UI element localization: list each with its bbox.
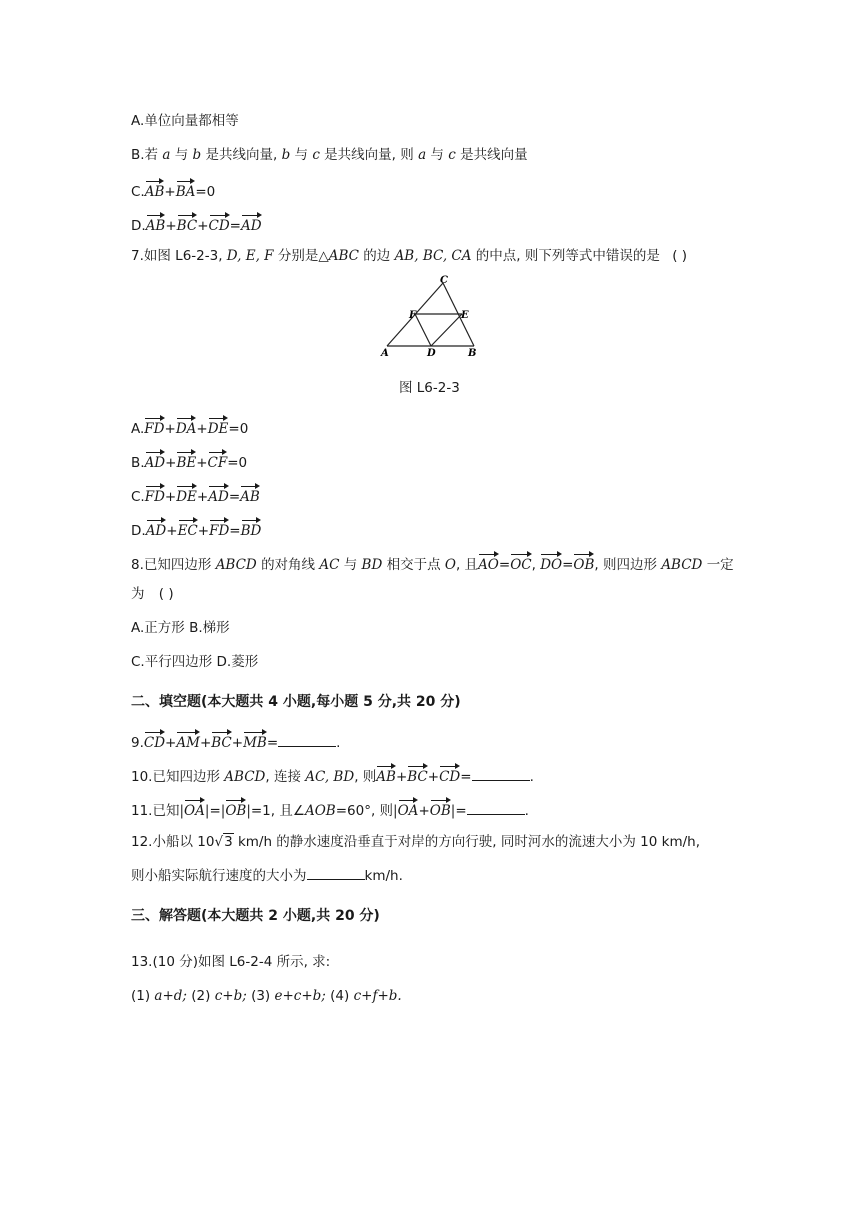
expr: c+b; [214,988,247,1004]
answer-paren: ( ) [158,586,174,602]
text: =0 [227,455,248,471]
q8-options-cd: C.平行四边形 D.菱形 [131,654,259,670]
vector-ad: AD [208,484,229,507]
text: =0 [195,184,216,200]
var-b: b [192,147,202,163]
q10: 10.已知四边形 ABCD, 连接 AC, BD, 则AB+BC+CD= . [131,764,534,787]
part-label: (4) [330,988,350,1004]
text: =1, 且∠ [250,803,305,819]
vector-bc: BC [211,730,232,753]
text: 相交于点 [386,557,441,573]
q13-parts [131,986,402,1006]
q12-line2 [131,866,403,886]
text: 为 [131,586,145,602]
vector-bd: BD [241,518,262,541]
vector-cd: CD [209,213,230,236]
text: = [266,735,279,751]
var-c: c [448,147,456,163]
label-d: D [427,348,436,359]
q7-option-d: D.AD+EC+FD=BD [131,518,261,541]
text: , 则 [354,769,377,785]
abs-bar: | [179,803,185,819]
vector-ab: AB [145,179,165,202]
quad-name: ABCD [224,769,266,785]
vector-do: DO [540,552,562,575]
q6-option-c: C.AB+BA=0 [131,179,215,202]
var-a: a [418,147,427,163]
points: D, E, F [226,248,274,264]
text: 7.如图 L6-2-3, [131,248,223,264]
vector-bc: BC [407,764,428,787]
vector-mb: MB [243,730,267,753]
vector-ob: OB [573,552,594,575]
option-label: C. [131,184,145,200]
vector-fd: FD [144,416,164,439]
abs-bar: | [204,803,210,819]
label-c: C [440,275,448,286]
abs-bar: | [450,803,456,819]
vector-ec: EC [178,518,198,541]
vector-cd: CD [144,730,165,753]
vector-oc: OC [510,552,531,575]
vector-ad: AD [241,213,262,236]
vector-fd: FD [209,518,229,541]
text: km/h. [364,868,403,884]
q9: 9.CD+AM+BC+MB= . [131,730,340,753]
section-heading-solve: 三、解答题(本大题共 2 小题,共 20 分) [131,908,380,924]
answer-blank[interactable] [467,801,525,815]
diag-bd: BD [361,557,383,573]
vector-ab: AB [146,213,166,236]
abs-bar: | [246,803,251,819]
vector-bc: BC [177,213,198,236]
text: , 且 [455,557,479,573]
vector-am: AM [176,730,200,753]
text: . [336,735,341,751]
text: = [498,557,511,573]
answer-blank[interactable] [472,767,530,781]
expr: a+d; [154,988,187,1004]
q8-options-ab: A.正方形 B.梯形 [131,620,230,636]
option-label: B.若 [131,147,159,163]
edge-de [431,314,462,346]
text: 分别是△ [277,248,329,264]
text: 是共线向量, [205,147,278,163]
edge-fd [415,314,431,346]
q8-stem-line1 [131,552,734,575]
text: , 则四边形 [594,557,658,573]
expr: c+f+b. [353,988,402,1004]
text: 的对角线 [261,557,316,573]
triangle-figure [378,275,484,359]
vector-ad: AD [145,450,166,473]
text: 则 [400,147,414,163]
quad-name: ABCD [215,557,257,573]
label-a: A [381,348,389,359]
text: 与 [174,147,189,163]
text: 则小船实际航行速度的大小为 [131,868,307,884]
answer-blank[interactable] [278,733,336,747]
text: . [524,803,529,819]
text: 11.已知 [131,803,180,819]
vector-be: BE [176,450,196,473]
text: 的边 [363,248,391,264]
text: 是共线向量 [460,147,528,163]
text: 12.小船以 10 [131,834,215,850]
text: 10.已知四边形 [131,769,220,785]
text: = [562,557,574,573]
answer-blank[interactable] [307,866,365,880]
quad-name: ABCD [661,557,703,573]
label-f: F [409,310,417,321]
vector-ad: AD [146,518,167,541]
var-c: c [312,147,320,163]
label-b: B [468,348,477,359]
vector-cf: CF [208,450,228,473]
var-a: a [162,147,171,163]
q7-stem [131,246,687,266]
text: 一定 [706,557,734,573]
text: =0 [228,421,249,437]
part-label: (3) [251,988,271,1004]
figure-caption: 图 L6-2-3 [399,380,460,396]
text: 与 [430,147,444,163]
q6-option-b [131,145,528,165]
abs-bar: | [393,803,398,819]
section-heading-fill: 二、填空题(本大题共 4 小题,每小题 5 分,共 20 分) [131,694,461,710]
diag-ac: AC [319,557,340,573]
text: =60°, 则 [335,803,394,819]
q12-line1: 12.小船以 10√3 km/h 的静水速度沿垂直于对岸的方向行驶, 同时河水的流速大小为 10 km/h, [131,834,701,850]
vector-ao: AO [478,552,499,575]
text: 9. [131,735,144,751]
vector-da: DA [176,416,197,439]
part-label: (1) [131,988,151,1004]
q7-option-c: C.FD+DE+AD=AB [131,484,260,507]
sqrt-value: 3 [224,834,233,850]
text: , 连接 [265,769,301,785]
q7-option-a: A.FD+DA+DE=0 [131,416,248,439]
text: 与 [343,557,358,573]
vector-ba: BA [176,179,196,202]
text: = [460,769,472,785]
text: 是共线向量, [324,147,396,163]
vector-fd: FD [145,484,165,507]
q11: 11.已知|OA|=|OB|=1, 且∠AOB=60°, 则|OA+OB|= . [131,798,529,821]
text: 8.已知四边形 [131,557,212,573]
q6-option-d: D.AB+BC+CD=AD [131,213,262,236]
answer-paren: ( ) [672,248,688,264]
text: km/h 的静水速度沿垂直于对岸的方向行驶, 同时河水的流速大小为 10 km/h, [233,834,701,850]
vector-oa: OA [184,798,205,821]
vector-ob: OB [430,798,451,821]
label-e: E [461,310,469,321]
triangle-name: ABC [328,248,359,264]
text: = [455,803,467,819]
vector-de: DE [208,416,229,439]
q8-stem-line2 [131,584,174,604]
text: 的中点, 则下列等式中错误的是 [475,248,660,264]
vector-de: DE [176,484,197,507]
vector-ab: AB [376,764,396,787]
option-label: D. [131,218,146,234]
var-b: b [281,147,291,163]
q6-option-a [131,111,239,131]
abs-bar: | [220,803,226,819]
vector-ab: AB [240,484,260,507]
part-label: (2) [191,988,211,1004]
expr: e+c+b; [274,988,326,1004]
angle-aob: AOB [304,803,336,819]
text: , [531,557,536,573]
vector-cd: CD [439,764,460,787]
diagonals: AC, BD [305,769,355,785]
text: 与 [294,147,309,163]
text: = [209,803,221,819]
q7-option-b: B.AD+BE+CF=0 [131,450,247,473]
point-o: O [444,557,456,573]
option-text: 单位向量都相等 [144,113,239,129]
text: . [529,769,534,785]
q13-stem: 13.(10 分)如图 L6-2-4 所示, 求: [131,954,331,970]
vector-oa: OA [398,798,419,821]
sides: AB, BC, CA [394,248,472,264]
option-label: A. [131,113,145,129]
vector-ob: OB [225,798,246,821]
